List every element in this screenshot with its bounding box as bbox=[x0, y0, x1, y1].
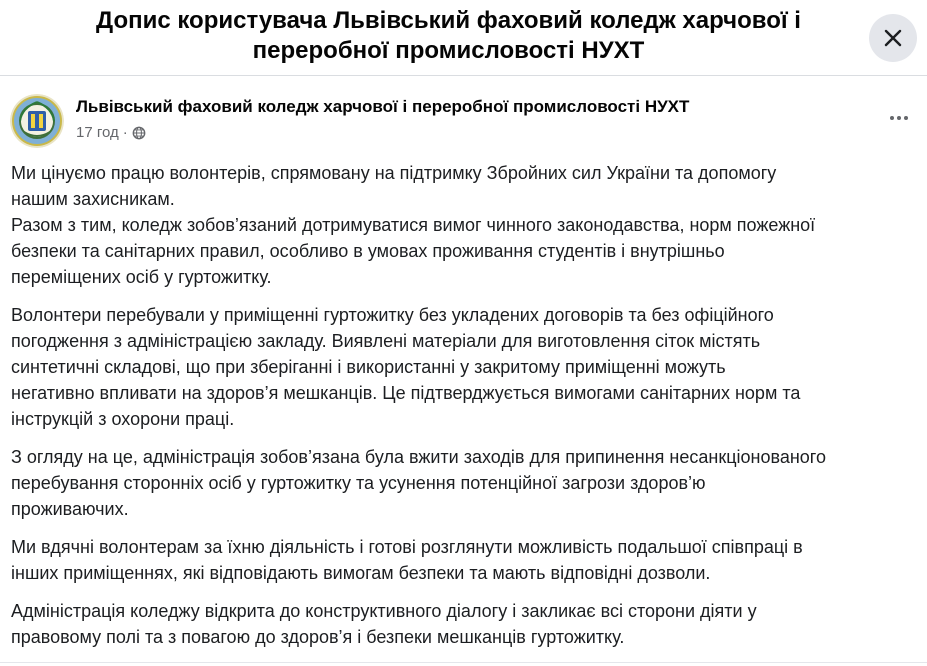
post-line: нашим захисникам. bbox=[11, 189, 175, 209]
post-line: Ми цінуємо працю волонтерів, спрямовану на підтримку Збройних сил України та допомогу bbox=[11, 163, 777, 183]
post-author-link[interactable]: Львівський фаховий коледж харчової і переробної промисловості НУХТ bbox=[76, 97, 690, 116]
post-meta bbox=[76, 124, 146, 141]
post-line: правовому полі та з повагою до здоров’я і безпеки мешканців гуртожитку. bbox=[11, 627, 625, 647]
modal-title: Допис користувача Львівський фаховий коледж харчової і переробної промисловості НУХТ bbox=[96, 7, 801, 64]
ellipsis-dot bbox=[904, 116, 908, 120]
post-line: Разом з тим, коледж зобов’язаний дотримуватися вимог чинного законодавства, норм пожежної bbox=[11, 215, 816, 235]
post-paragraph bbox=[11, 160, 923, 290]
post-line: синтетичні складові, що при зберіганні і використанні у закритому приміщенні можуть bbox=[11, 357, 726, 377]
post-line: проживаючих. bbox=[11, 499, 129, 519]
post-line: інструкцій з охорони праці. bbox=[11, 409, 235, 429]
meta-separator: · bbox=[122, 124, 128, 141]
post-options-button[interactable] bbox=[881, 106, 917, 130]
avatar[interactable] bbox=[10, 94, 64, 148]
post-paragraph bbox=[11, 444, 923, 522]
modal-header bbox=[0, 0, 927, 76]
post-line: переміщених осіб у гуртожитку. bbox=[11, 267, 272, 287]
post-line: Адміністрація коледжу відкрита до конструктивного діалогу і закликає всі сторони діяти у bbox=[11, 601, 757, 621]
post-line: З огляду на це, адміністрація зобов’язана була вжити заходів для припинення несанкціонованого bbox=[11, 447, 826, 467]
ellipsis-dot bbox=[897, 116, 901, 120]
divider bbox=[0, 662, 927, 663]
post-paragraph bbox=[11, 302, 923, 432]
globe-icon bbox=[132, 126, 146, 140]
post-time[interactable]: 17 год bbox=[76, 124, 119, 141]
post-line: інших приміщеннях, які відповідають вимогам безпеки та мають відповідні дозволи. bbox=[11, 563, 711, 583]
post-body bbox=[11, 160, 923, 662]
post-paragraph bbox=[11, 598, 923, 650]
close-button[interactable] bbox=[869, 14, 917, 62]
post-paragraph bbox=[11, 534, 923, 586]
ellipsis-icon bbox=[890, 116, 894, 120]
post-line: негативно впливати на здоров’я мешканців. Це підтверджується вимогами санітарних норм та bbox=[11, 383, 801, 403]
close-icon bbox=[883, 28, 903, 48]
post-line: перебування сторонніх осіб у гуртожитку та усунення потенційної загрози здоров’ю bbox=[11, 473, 706, 493]
post-line: Волонтери перебували у приміщенні гуртожитку без укладених договорів та без офіційного bbox=[11, 305, 774, 325]
post-line: безпеки та санітарних правил, особливо в умовах проживання студентів і внутрішньо bbox=[11, 241, 725, 261]
post-line: Ми вдячні волонтерам за їхню діяльність і готові розглянути можливість подальшої співпраці в bbox=[11, 537, 803, 557]
post-line: погодження з адміністрацією закладу. Виявлені матеріали для виготовлення сіток містять bbox=[11, 331, 761, 351]
college-logo-icon bbox=[10, 94, 64, 148]
post-header bbox=[0, 90, 927, 150]
